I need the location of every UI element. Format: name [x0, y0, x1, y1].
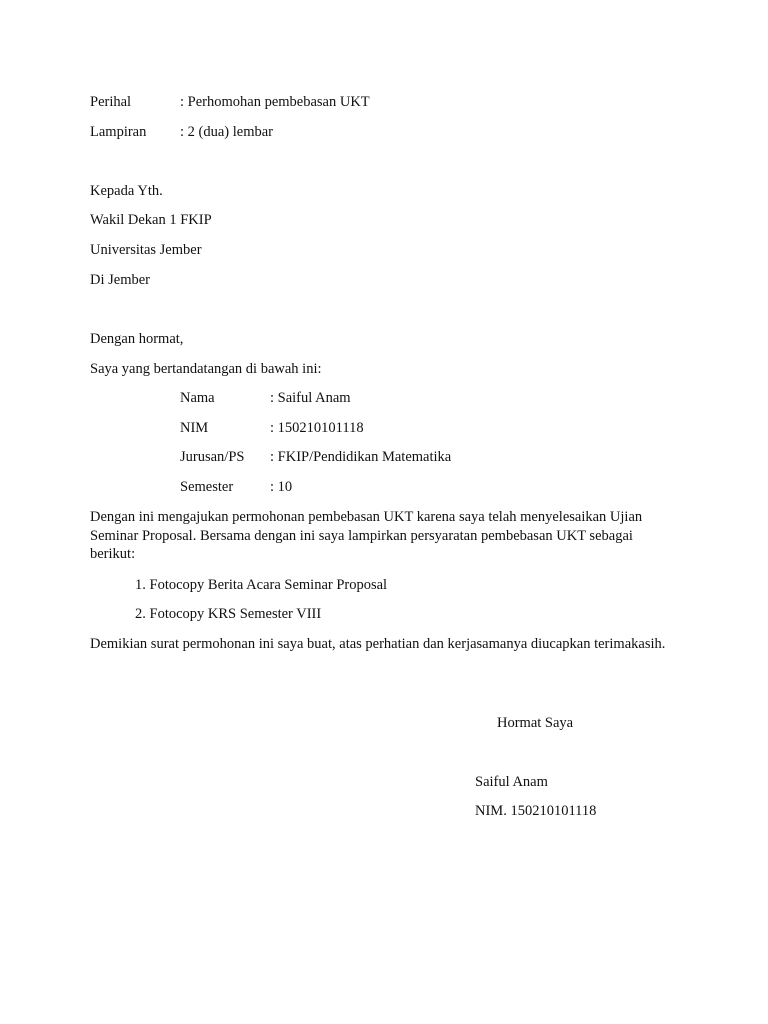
perihal-value: : Perhomohan pembebasan UKT	[180, 94, 370, 110]
identity-label-nama: Nama	[180, 390, 215, 406]
attachment-item-2: 2. Fotocopy KRS Semester VIII	[135, 606, 322, 622]
perihal-label: Perihal	[90, 94, 132, 110]
recipient-line-3: Universitas Jember	[90, 242, 202, 258]
recipient-line-4: Di Jember	[90, 272, 150, 288]
identity-value-nim: : 150210101118	[270, 420, 364, 436]
identity-label-jurusan: Jurusan/PS	[180, 449, 245, 465]
signature-name: Saiful Anam	[475, 774, 548, 790]
lampiran-value: : 2 (dua) lembar	[180, 124, 274, 140]
identity-label-nim: NIM	[180, 420, 209, 436]
identity-value-nama: : Saiful Anam	[270, 390, 351, 406]
intro-text: Saya yang bertandatangan di bawah ini:	[90, 361, 322, 377]
identity-label-semester: Semester	[180, 479, 234, 495]
identity-value-semester: : 10	[270, 479, 293, 495]
recipient-line-2: Wakil Dekan 1 FKIP	[90, 212, 212, 228]
signature-nim: NIM. 150210101118	[475, 803, 597, 819]
signature-salutation: Hormat Saya	[497, 715, 574, 731]
lampiran-label: Lampiran	[90, 124, 147, 140]
greeting: Dengan hormat,	[90, 331, 184, 347]
closing-paragraph: Demikian surat permohonan ini saya buat, atas perhatian dan kerjasamanya diucapkan terimakasih.	[90, 636, 666, 652]
body-paragraph: Dengan ini mengajukan permohonan pembebasan UKT karena saya telah menyelesaikan Ujian Seminar Proposal. Bersama dengan ini saya lampirkan persyaratan pembebasan UKT sebagai berikut:	[90, 509, 643, 562]
identity-value-jurusan: : FKIP/Pendidikan Matematika	[270, 449, 452, 465]
recipient-line-1: Kepada Yth.	[90, 183, 163, 199]
attachment-item-1: 1. Fotocopy Berita Acara Seminar Proposal	[135, 577, 388, 593]
